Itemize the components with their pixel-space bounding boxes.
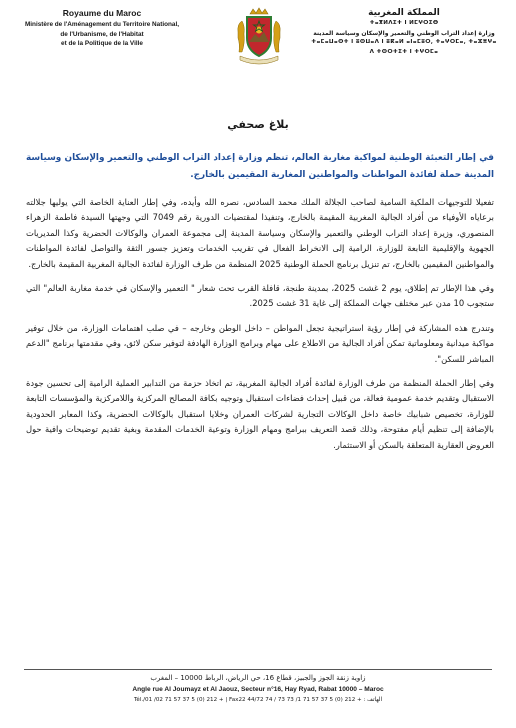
fr-ministry-line: de l'Urbanisme, de l'Habitat xyxy=(60,30,144,38)
ar-ministry-line: وزارة إعداد التراب الوطني والتعمير والإسكان وسياسة المدينة xyxy=(313,29,495,37)
body-paragraph: وفي إطار الحملة المنظمة من طرف الوزارة لفائدة أفراد الجالية المغربية، تم اتخاذ حزمة من التدابير العملية الرامية إلى تحسين جودة الاستقبال وتقديم خدمة عمومية فعالة، من قبيل إحداث فضاءات استقبال وتوجيه بكافة المصالح المركزية واللامركزية والمؤسسات التابعة للوزارة، تخصيص شبابيك خاصة داخل الوكالات التجارية لشركات العمران وخلايا استقبال بالوكالات الحضرية، وكذا المعابر الحدودية بالإضافة إلى تنظيم أيام مفتوحة، وذلك قصد التعريف ببرامج ومهام الوزارة وتوعية الخدمات المقدمة وبغية تقديم توضيحات وافية حول العروض العقارية المتعلقة بالسكن أو الاستثمار. xyxy=(26,378,494,450)
body-paragraph: وفي هذا الإطار تم إطلاق، يوم 2 غشت 2025، بمدينة طنجة، قافلة القرب تحت شعار " التعمير والإسكان في خدمة مغاربة العالم" التي ستجوب 10 مدن عبر مختلف جهات المملكة إلى غاية 31 غشت 2025. xyxy=(26,283,494,309)
body-paragraph: وتندرج هذه المشاركة في إطار رؤية استراتيجية تجعل المواطن – داخل الوطن وخارجه – في صلب اهتمامات الوزارة، من خلال توفير مواكبة ميدانية ومعلوماتية تمكن أفراد الجالية من الاطلاع على مهام وبرامج الوزارة الهادفة لتوفير سكن لائق، وفي مقدمتها برنامج "الدعم المباشر للسكن". xyxy=(25,322,494,364)
ar-kingdom-title: المملكة المغربية xyxy=(368,8,440,18)
fr-ministry-line: et de la Politique de la Ville xyxy=(61,40,143,47)
header-ar xyxy=(306,8,502,57)
tifinagh-ministry-line: ⵜⴰⵎⴰⵡⴰⵙⵜ ⵏ ⵓⵙⵡⴰⴷ ⵏ ⵓⴽⴰⵍ ⴰⵏⴰⵎⵓⵔ, ⵜⴰⵖⵔⵎⴰ, ⵜⴰⵣⴻⵖⴰ xyxy=(311,39,497,45)
footer-phone-fax: Tél./01 /02 71 57 37 5 (0) 212 + | Fax22 44/72 74 / 73 73 /1 71 57 37 5 (0) 212 + : الهاتف xyxy=(133,697,383,703)
coat-of-arms-icon xyxy=(234,6,284,66)
document-body xyxy=(26,150,494,462)
footer-address-ar: زاوية زنقة الجوز والجبيز، قطاع 16، حي الرياض، الرباط 10000 – المغرب xyxy=(150,674,366,682)
footer-divider xyxy=(24,669,492,670)
tifinagh-kingdom: ⵜⴰⴳⵍⴷⵉⵜ ⵏ ⵍⵎⵖⵔⵉⴱ xyxy=(369,20,439,26)
tifinagh-ministry-line: ⴷ ⵜⵙⵔⵜⵉⵜ ⵏ ⵜⵖⵔⵎⴰ xyxy=(369,48,439,55)
fr-kingdom-title: Royaume du Maroc xyxy=(62,8,142,18)
body-paragraph: تفعيلا للتوجيهات الملكية السامية لصاحب الجلالة الملك محمد السادس، نصره الله وأيده، وفي إطار العناية الخاصة التي يوليها جلالته برعاياه الأوفياء من أفراد الجالية المغربية المقيمة بالخارج، وتنفيذا لمقتضيات الدورية رقم 7049 التي وجهتها السيدة فاطمة الزهراء المنصوري، وزيرة إعداد التراب الوطني والتعمير والإسكان وسياسة المدينة إلى مجموعة العمران والوكالات الحضرية وكذا المديريات الجهوية والإقليمية التابعة للوزارة، الرامية إلى الانخراط الفعال في تقريب الخدمات وتعزيز جسور الثقة والتواصل لفائدة المواطنات والمواطنين المقيمين بالخارج، تم تنزيل برنامج الحملة الوطنية 2025 المنظمة من طرف الوزارة لفائدة الجالية المغربية المقيمة بالخارج. xyxy=(26,197,494,269)
lead-paragraph: في إطار التعبئة الوطنية لمواكبة مغاربة العالم، تنظم وزارة إعداد التراب الوطني والتعمير والإسكان وسياسة المدينة حملة لفائدة المواطنات والمواطنين المغاربة المقيمين بالخارج. xyxy=(26,153,494,180)
press-release-title: بلاغ صحفي xyxy=(227,118,289,131)
footer xyxy=(0,673,516,706)
header-fr xyxy=(18,8,186,49)
fr-ministry-line: Ministère de l'Aménagement du Territoire National, xyxy=(24,21,180,28)
footer-address-fr: Angle rue Al Joumayz et Al Jaouz, Secteur n°16, Hay Ryad, Rabat 10000 – Maroc xyxy=(132,686,384,693)
